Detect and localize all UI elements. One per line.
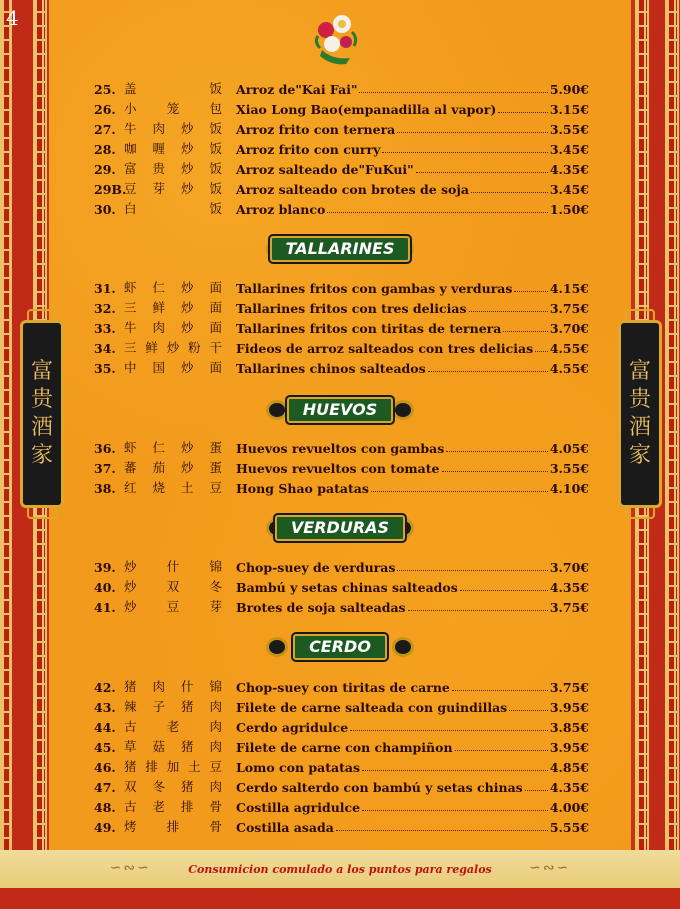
plaque-char: 贵 [628, 387, 651, 412]
item-chinese-name [124, 817, 236, 835]
menu-item-row [94, 575, 589, 595]
dot-leader [362, 810, 548, 811]
chinese-char: 肉 [152, 121, 165, 136]
menu-item-row [94, 795, 589, 815]
item-number: 31. [94, 281, 116, 296]
item-name: Tallarines chinos salteados [236, 361, 426, 376]
dot-leader [336, 830, 548, 831]
footer-text: Consumicion comulado a los puntos para regalos [188, 862, 492, 876]
item-name: Chop-suey con tiritas de carne [236, 680, 450, 695]
section-title: TALLARINES [270, 236, 411, 262]
dot-leader [359, 92, 547, 93]
chinese-char: 烧 [152, 480, 165, 495]
item-number: 28. [94, 142, 116, 157]
menu-item-row [94, 296, 589, 316]
chinese-char: 仁 [152, 440, 165, 455]
item-price: 3.85€ [549, 720, 589, 735]
item-price: 3.15€ [549, 102, 589, 117]
item-chinese-name [124, 697, 236, 715]
item-name: Lomo con patatas [236, 760, 361, 775]
chinese-char: 笼 [166, 101, 180, 116]
chinese-char: 豆 [166, 599, 180, 614]
chinese-char: 豆 [209, 480, 222, 495]
dot-leader [514, 291, 547, 292]
dot-leader [503, 331, 547, 332]
chinese-char: 肉 [152, 320, 165, 335]
item-chinese-name [124, 298, 236, 316]
item-chinese-name [124, 318, 236, 336]
item-price: 4.35€ [549, 780, 589, 795]
chinese-char: 炒 [180, 161, 194, 176]
left-plaque [20, 320, 64, 508]
chinese-char: 牛 [124, 121, 137, 136]
menu-item-row [94, 177, 589, 197]
item-number: 29. [94, 162, 116, 177]
chinese-char: 包 [209, 101, 222, 116]
item-price: 3.75€ [549, 680, 589, 695]
item-name: Arroz blanco [236, 202, 326, 217]
item-price: 5.90€ [549, 82, 589, 97]
dragon-ornament-icon: ∽∾∽ [109, 860, 151, 876]
plaque-char: 酒 [628, 415, 651, 440]
section-badge-cerdo [266, 633, 414, 661]
dot-leader [408, 610, 548, 611]
chinese-char: 炒 [180, 121, 194, 136]
menu-item-row [94, 755, 589, 775]
chinese-char: 炒 [180, 181, 194, 196]
item-number: 39. [94, 560, 116, 575]
item-name: Arroz frito con curry [236, 142, 381, 157]
chinese-char: 红 [124, 480, 137, 495]
item-chinese-name [124, 358, 236, 376]
chinese-char: 排 [180, 799, 194, 814]
item-chinese-name [124, 677, 236, 695]
chinese-char: 土 [188, 759, 201, 774]
item-price: 4.55€ [549, 341, 589, 356]
item-number: 33. [94, 321, 116, 336]
item-price: 3.95€ [549, 740, 589, 755]
menu-item-row [94, 137, 589, 157]
dot-leader [455, 750, 548, 751]
item-chinese-name [124, 757, 236, 775]
chinese-char: 锦 [209, 559, 222, 574]
right-plaque [618, 320, 662, 508]
item-chinese-name [124, 797, 236, 815]
chinese-char: 国 [152, 360, 165, 375]
item-price: 4.85€ [549, 760, 589, 775]
dot-leader [362, 770, 548, 771]
item-number: 46. [94, 760, 116, 775]
chinese-char: 烤 [124, 819, 137, 834]
menu-item-row [94, 157, 589, 177]
item-price: 3.95€ [549, 700, 589, 715]
chinese-char: 猪 [124, 759, 137, 774]
dot-leader [397, 570, 547, 571]
menu-item-row [94, 197, 589, 217]
item-number: 25. [94, 82, 116, 97]
plaque-char: 家 [30, 443, 53, 468]
dot-leader [371, 491, 548, 492]
chinese-char: 双 [166, 579, 180, 594]
item-name: Tallarines fritos con gambas y verduras [236, 281, 513, 296]
item-chinese-name [124, 577, 236, 595]
plaque-char: 贵 [30, 387, 53, 412]
item-number: 48. [94, 800, 116, 815]
chinese-char: 茄 [152, 460, 165, 475]
chinese-char: 猪 [124, 679, 137, 694]
chinese-char: 炒 [124, 579, 137, 594]
item-price: 1.50€ [549, 202, 589, 217]
chinese-char: 面 [209, 360, 222, 375]
item-name: Brotes de soja salteadas [236, 600, 406, 615]
item-chinese-name [124, 79, 236, 97]
item-name: Filete de carne con champiñon [236, 740, 453, 755]
item-chinese-name [124, 737, 236, 755]
chinese-char: 富 [124, 161, 137, 176]
chinese-char: 炒 [180, 360, 194, 375]
chinese-char: 小 [124, 101, 137, 116]
dot-leader [382, 152, 547, 153]
item-name: Arroz salteado con brotes de soja [236, 182, 470, 197]
item-chinese-name [124, 478, 236, 496]
chinese-char: 古 [124, 719, 137, 734]
chinese-char: 冬 [209, 579, 222, 594]
menu-item-row [94, 97, 589, 117]
chinese-char: 肉 [209, 719, 222, 734]
plaque-char: 家 [628, 443, 651, 468]
item-name: Costilla agridulce [236, 800, 361, 815]
chinese-char: 老 [166, 719, 180, 734]
item-number: 30. [94, 202, 116, 217]
item-name: Cerdo salterdo con bambú y setas chinas [236, 780, 523, 795]
item-number: 44. [94, 720, 116, 735]
item-number: 40. [94, 580, 116, 595]
item-chinese-name [124, 338, 236, 356]
section-title: HUEVOS [287, 397, 394, 423]
plaque-char: 富 [628, 359, 651, 384]
item-number: 45. [94, 740, 116, 755]
item-price: 4.35€ [549, 162, 589, 177]
item-price: 3.75€ [549, 600, 589, 615]
menu-item-row [94, 276, 589, 296]
chinese-char: 三 [124, 300, 137, 315]
right-key-pattern-outer [665, 0, 679, 909]
chinese-char: 排 [166, 819, 180, 834]
section-badge-huevos [266, 396, 414, 424]
menu-item-row [94, 695, 589, 715]
chinese-char: 炒 [180, 280, 194, 295]
chinese-char: 炒 [166, 340, 180, 355]
chinese-char: 虾 [124, 440, 137, 455]
chinese-char: 中 [124, 360, 137, 375]
chinese-char: 盖 [124, 81, 137, 96]
chinese-char: 肉 [209, 739, 222, 754]
chinese-char: 锦 [209, 679, 222, 694]
dot-leader [498, 112, 548, 113]
chinese-char: 干 [209, 340, 222, 355]
item-number: 27. [94, 122, 116, 137]
item-number: 32. [94, 301, 116, 316]
chinese-char: 粉 [188, 340, 201, 355]
menu-item-row [94, 456, 589, 476]
chinese-char: 排 [145, 759, 158, 774]
item-price: 3.75€ [549, 301, 589, 316]
menu-item-row [94, 775, 589, 795]
chinese-char: 草 [124, 739, 137, 754]
chinese-char: 老 [152, 799, 165, 814]
dot-leader [509, 710, 548, 711]
chinese-char: 鲜 [152, 300, 165, 315]
menu-item-row [94, 476, 589, 496]
menu-item-row [94, 555, 589, 575]
item-price: 4.05€ [549, 441, 589, 456]
dot-leader [452, 690, 548, 691]
item-chinese-name [124, 159, 236, 177]
item-price: 4.15€ [549, 281, 589, 296]
footer-band [0, 850, 680, 888]
menu-item-row [94, 675, 589, 695]
item-name: Costilla asada [236, 820, 334, 835]
item-chinese-name [124, 139, 236, 157]
chinese-char: 菇 [152, 739, 165, 754]
chinese-char: 加 [166, 759, 180, 774]
item-number: 37. [94, 461, 116, 476]
item-number: 41. [94, 600, 116, 615]
chinese-char: 饭 [209, 121, 222, 136]
chinese-char: 饭 [209, 201, 222, 216]
item-name: Arroz salteado de"FuKui" [236, 162, 414, 177]
item-price: 4.10€ [549, 481, 589, 496]
item-number: 26. [94, 102, 116, 117]
menu-item-row [94, 356, 589, 376]
section-title: VERDURAS [275, 515, 405, 541]
dot-leader [446, 451, 548, 452]
dot-leader [327, 212, 548, 213]
item-chinese-name [124, 717, 236, 735]
dragon-ornament-icon: ∽∾∽ [529, 860, 571, 876]
menu-item-row [94, 715, 589, 735]
chinese-char: 肉 [209, 779, 222, 794]
chinese-char: 仁 [152, 280, 165, 295]
chinese-char: 猪 [180, 699, 194, 714]
plaque-char: 酒 [30, 415, 53, 440]
item-price: 3.70€ [549, 560, 589, 575]
dot-leader [471, 192, 548, 193]
item-name: Huevos revueltos con tomate [236, 461, 440, 476]
item-chinese-name [124, 119, 236, 137]
chinese-char: 面 [209, 320, 222, 335]
chinese-char: 蛋 [209, 440, 222, 455]
chinese-char: 什 [180, 679, 194, 694]
chinese-char: 饭 [209, 181, 222, 196]
scroll-ornament-icon [392, 400, 414, 420]
item-name: Arroz frito con ternera [236, 122, 396, 137]
chinese-char: 炒 [180, 300, 194, 315]
scroll-ornament-icon [392, 637, 414, 657]
dot-leader [397, 132, 548, 133]
item-name: Huevos revueltos con gambas [236, 441, 445, 456]
chinese-char: 双 [124, 779, 137, 794]
menu-item-row [94, 436, 589, 456]
item-price: 4.55€ [549, 361, 589, 376]
chinese-char: 饭 [209, 141, 222, 156]
menu-item-row [94, 117, 589, 137]
chinese-char: 古 [124, 799, 137, 814]
menu-item-row [94, 336, 589, 356]
chinese-char: 咖 [124, 141, 137, 156]
dot-leader [469, 311, 548, 312]
item-price: 3.45€ [549, 182, 589, 197]
chinese-char: 猪 [180, 779, 194, 794]
item-name: Tallarines fritos con tiritas de ternera [236, 321, 502, 336]
scroll-ornament-icon [266, 400, 288, 420]
item-price: 4.00€ [549, 800, 589, 815]
chinese-char: 鲜 [145, 340, 158, 355]
chinese-char: 炒 [180, 440, 194, 455]
item-chinese-name [124, 99, 236, 117]
dot-leader [525, 790, 548, 791]
scroll-ornament-icon [266, 637, 288, 657]
item-name: Fideos de arroz salteados con tres delicias [236, 341, 534, 356]
chinese-char: 面 [209, 300, 222, 315]
chinese-char: 炒 [180, 460, 194, 475]
item-name: Arroz de"Kai Fai" [236, 82, 358, 97]
plaque-char: 富 [30, 359, 53, 384]
item-chinese-name [124, 199, 236, 217]
chinese-char: 喱 [152, 141, 165, 156]
chinese-char: 芽 [209, 599, 222, 614]
chinese-char: 土 [180, 480, 194, 495]
chinese-char: 炒 [124, 599, 137, 614]
chinese-char: 虾 [124, 280, 137, 295]
item-chinese-name [124, 777, 236, 795]
chinese-char: 牛 [124, 320, 137, 335]
item-name: Filete de carne salteada con guindillas [236, 700, 508, 715]
bottom-border [0, 888, 680, 909]
item-number: 42. [94, 680, 116, 695]
chinese-char: 芽 [152, 181, 165, 196]
item-name: Hong Shao patatas [236, 481, 369, 496]
menu-item-row [94, 815, 589, 835]
chinese-char: 贵 [152, 161, 165, 176]
chinese-char: 冬 [152, 779, 165, 794]
item-number: 47. [94, 780, 116, 795]
left-key-pattern-outer [0, 0, 12, 909]
item-number: 36. [94, 441, 116, 456]
chinese-char: 白 [124, 201, 137, 216]
dot-leader [460, 590, 548, 591]
item-number: 38. [94, 481, 116, 496]
dot-leader [350, 730, 548, 731]
item-number: 35. [94, 361, 116, 376]
chinese-char: 猪 [180, 739, 194, 754]
item-name: Bambú y setas chinas salteados [236, 580, 458, 595]
item-name: Xiao Long Bao(empanadilla al vapor) [236, 102, 497, 117]
item-chinese-name [124, 438, 236, 456]
chinese-char: 肉 [152, 679, 165, 694]
item-number: 29B. [94, 182, 127, 197]
peony-flower-icon [312, 10, 360, 68]
menu-item-row [94, 735, 589, 755]
chinese-char: 面 [209, 280, 222, 295]
item-price: 3.55€ [549, 461, 589, 476]
item-price: 3.70€ [549, 321, 589, 336]
item-name: Cerdo agridulce [236, 720, 349, 735]
chinese-char: 三 [124, 340, 137, 355]
chinese-char: 豆 [209, 759, 222, 774]
chinese-char: 蕃 [124, 460, 137, 475]
chinese-char: 什 [166, 559, 180, 574]
chinese-char: 骨 [209, 819, 222, 834]
section-title: CERDO [293, 634, 387, 660]
chinese-char: 辣 [124, 699, 137, 714]
item-number: 49. [94, 820, 116, 835]
dot-leader [442, 471, 548, 472]
menu-item-row [94, 595, 589, 615]
item-chinese-name [124, 278, 236, 296]
section-badge-tallarines [266, 235, 414, 263]
chinese-char: 蛋 [209, 460, 222, 475]
chinese-char: 子 [152, 699, 165, 714]
item-price: 3.55€ [549, 122, 589, 137]
item-chinese-name [124, 179, 236, 197]
item-chinese-name [124, 458, 236, 476]
page-number: 4 [6, 6, 19, 30]
chinese-char: 饭 [209, 81, 222, 96]
chinese-char: 炒 [180, 320, 194, 335]
item-price: 3.45€ [549, 142, 589, 157]
dot-leader [428, 371, 548, 372]
item-number: 34. [94, 341, 116, 356]
item-number: 43. [94, 700, 116, 715]
dot-leader [535, 351, 548, 352]
chinese-char: 豆 [124, 181, 137, 196]
item-price: 4.35€ [549, 580, 589, 595]
chinese-char: 饭 [209, 161, 222, 176]
item-chinese-name [124, 557, 236, 575]
item-name: Chop-suey de verduras [236, 560, 396, 575]
item-price: 5.55€ [549, 820, 589, 835]
item-name: Tallarines fritos con tres delicias [236, 301, 467, 316]
chinese-char: 炒 [180, 141, 194, 156]
chinese-char: 骨 [209, 799, 222, 814]
dot-leader [416, 172, 548, 173]
section-badge-verduras [266, 514, 414, 542]
chinese-char: 肉 [209, 699, 222, 714]
menu-item-row [94, 316, 589, 336]
menu-item-row [94, 77, 589, 97]
chinese-char: 炒 [124, 559, 137, 574]
item-chinese-name [124, 597, 236, 615]
